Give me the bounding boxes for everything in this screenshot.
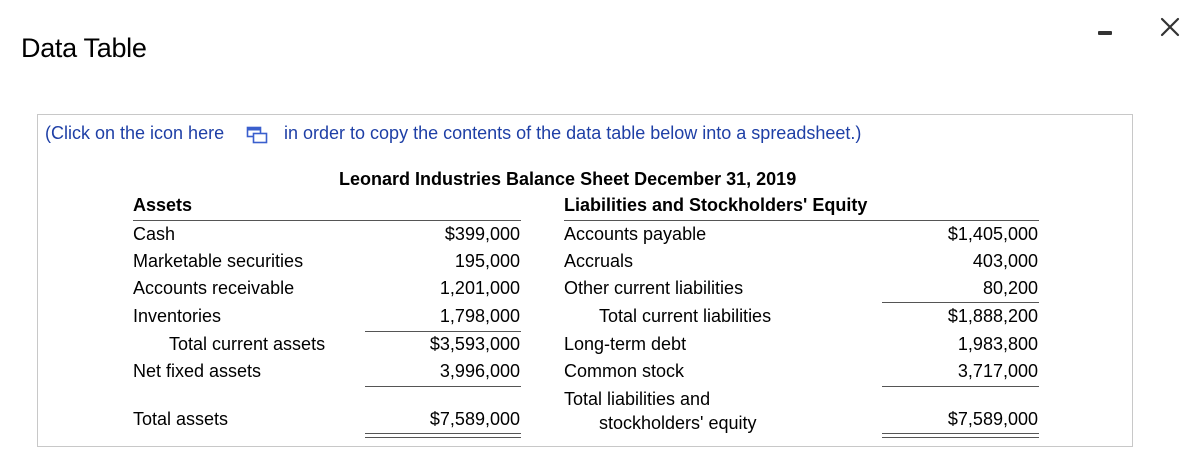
asset-label: Total current assets (169, 334, 326, 354)
liability-label: Common stock (564, 361, 685, 381)
subtotal-rule (882, 302, 1039, 303)
asset-value: 1,798,000 (439, 306, 520, 326)
asset-value: $3,593,000 (429, 334, 520, 354)
assets-header-rule (133, 220, 521, 221)
liability-value: $1,888,200 (947, 306, 1038, 326)
window-title: Data Table (21, 33, 147, 63)
asset-label: Total assets (133, 409, 229, 429)
liability-value: 403,000 (972, 251, 1038, 271)
instruction-text-end: in order to copy the contents of the data table below into a spreadsheet.) (284, 123, 862, 143)
asset-value: 3,996,000 (439, 361, 520, 381)
liability-label-line2: stockholders' equity (599, 413, 757, 433)
liability-label: Long-term debt (564, 334, 687, 354)
liability-label-line1: Total liabilities and (564, 389, 711, 409)
minimize-button[interactable] (1096, 25, 1120, 39)
liability-value: $1,405,000 (947, 224, 1038, 244)
total-double-rule (365, 433, 521, 438)
assets-header: Assets (133, 195, 193, 215)
asset-value: 195,000 (454, 251, 520, 271)
liability-label: Other current liabilities (564, 278, 744, 298)
asset-value: 1,201,000 (439, 278, 520, 298)
liability-value: 80,200 (982, 278, 1038, 298)
liability-label: Accruals (564, 251, 634, 271)
liabilities-header-rule (564, 220, 1039, 221)
liability-value: 3,717,000 (957, 361, 1038, 381)
asset-label: Net fixed assets (133, 361, 262, 381)
asset-label: Cash (133, 224, 176, 244)
liability-label: Total current liabilities (599, 306, 772, 326)
close-icon (1156, 13, 1184, 41)
copy-spreadsheet-icon[interactable] (246, 126, 268, 144)
total-double-rule (882, 433, 1039, 438)
subtotal-rule (365, 386, 521, 387)
liability-label: Accounts payable (564, 224, 707, 244)
instruction-text-start: (Click on the icon here (45, 123, 225, 143)
asset-label: Accounts receivable (133, 278, 295, 298)
asset-label: Inventories (133, 306, 222, 326)
balance-sheet-title: Leonard Industries Balance Sheet December 31, 2019 (339, 169, 797, 189)
asset-value: $7,589,000 (429, 409, 520, 429)
subtotal-rule (882, 386, 1039, 387)
liabilities-header: Liabilities and Stockholders' Equity (564, 195, 868, 215)
asset-label: Marketable securities (133, 251, 304, 271)
close-button[interactable] (1156, 13, 1184, 41)
liability-value: 1,983,800 (957, 334, 1038, 354)
asset-value: $399,000 (444, 224, 520, 244)
minimize-icon (1098, 31, 1112, 35)
subtotal-rule (365, 331, 521, 332)
liability-value: $7,589,000 (947, 409, 1038, 429)
